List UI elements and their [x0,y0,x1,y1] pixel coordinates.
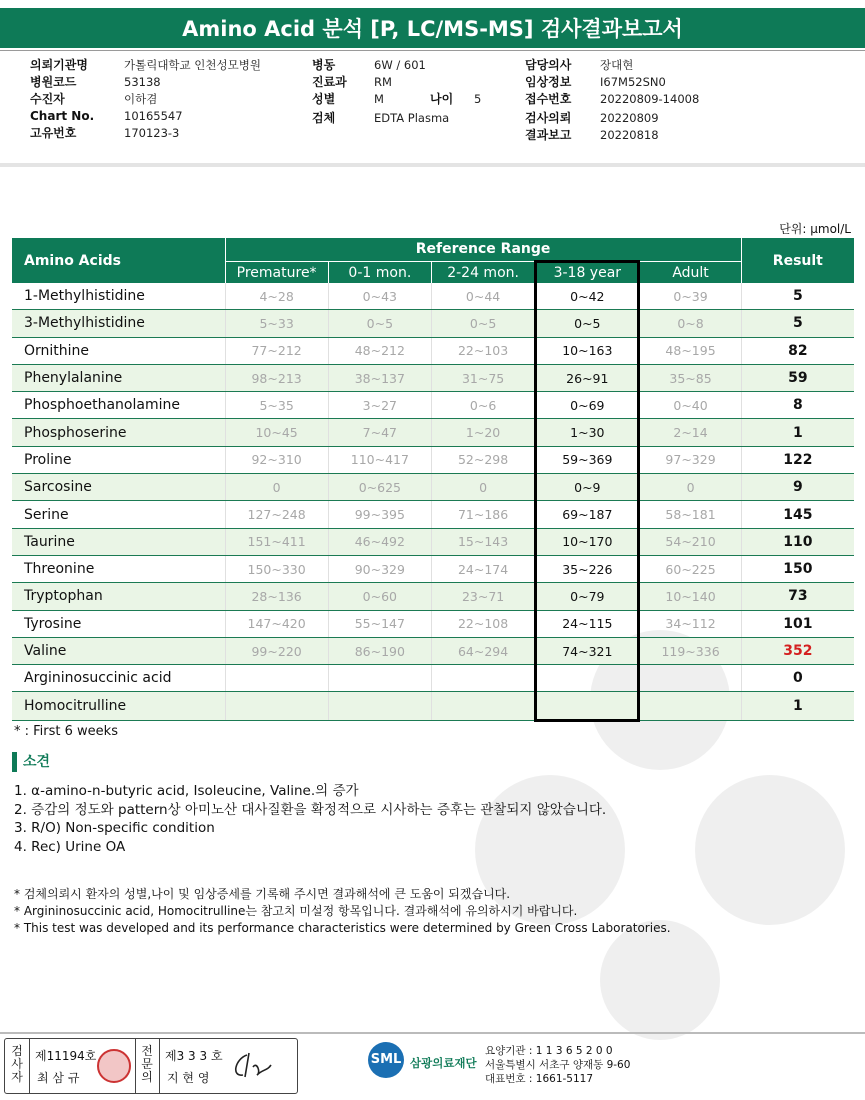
header-info-row [525,73,699,90]
reference-range-cell: 31~75 [431,364,535,391]
lab-logo-icon: SML [368,1042,404,1078]
reference-range-cell: 35~226 [536,555,639,582]
header-info-value: 5 [474,91,482,106]
header-info-row [30,124,261,141]
amino-acid-name: 1-Methylhistidine [12,283,225,310]
lab-name: 삼광의료재단 [410,1056,477,1070]
reference-range-cell: 0~44 [431,283,535,310]
table-row [12,474,854,501]
header-info-label: 결과보고 [525,128,572,142]
amino-acid-name: Homocitrulline [12,692,225,720]
table-row [12,364,854,391]
reference-range-cell: 48~195 [639,337,741,364]
header-info-label: 병동 [312,58,336,72]
reference-range-cell: 3~27 [328,392,431,419]
result-value: 59 [741,364,854,391]
note-item: * Argininosuccinic acid, Homocitrulline는 참고치 미설정 항목입니다. 결과해석에 유의하시기 바랍니다. [14,904,578,918]
reference-range-cell: 10~163 [536,337,639,364]
table-row [12,665,854,692]
premature-footnote: * : First 6 weeks [14,724,118,739]
amino-acid-name: Sarcosine [12,474,225,501]
vertical-label-char: 의 [141,1070,153,1084]
reference-range-cell: 90~329 [328,555,431,582]
reference-range-cell: 0~40 [639,392,741,419]
findings-title: 소견 [12,752,50,772]
reference-range-cell: 60~225 [639,555,741,582]
vertical-label-char: 문 [141,1057,153,1071]
table-row [12,692,854,720]
reference-range-cell: 110~417 [328,446,431,473]
reference-range-cell [225,692,328,720]
reference-range-cell: 34~112 [639,610,741,637]
table-row [12,337,854,364]
reference-range-cell [431,665,535,692]
reference-range-cell [225,665,328,692]
header-info-row [312,109,481,126]
reference-range-cell: 150~330 [225,555,328,582]
table-row [12,555,854,582]
reference-range-cell: 23~71 [431,583,535,610]
reference-range-cell: 28~136 [225,583,328,610]
table-row [12,446,854,473]
reference-range-header: Reference Range [225,238,741,262]
reference-range-cell: 1~30 [536,419,639,446]
reference-range-cell [639,665,741,692]
reference-range-cell: 98~213 [225,364,328,391]
reference-range-cell: 5~35 [225,392,328,419]
lab-contact-info [485,1044,630,1086]
reference-range-cell: 86~190 [328,637,431,664]
notes-list [14,886,671,937]
doctor-vertical-label [139,1045,155,1084]
header-info-label: 검사의뢰 [525,111,572,125]
result-value: 145 [741,501,854,528]
header-info-label: 진료과 [312,75,347,89]
result-value: 110 [741,528,854,555]
reference-range-cell: 77~212 [225,337,328,364]
result-value: 8 [741,392,854,419]
result-value: 5 [741,310,854,337]
reference-range-cell: 0~5 [536,310,639,337]
amino-acid-name: Tyrosine [12,610,225,637]
finding-item: 3. R/O) Non-specific condition [14,820,215,836]
header-info-column-3 [525,56,699,143]
lab-info-line: 서울특별시 서초구 양재동 9-60 [485,1059,631,1071]
header-info-label: 임상정보 [525,75,572,89]
header-info-row [312,73,481,90]
reference-range-cell [639,692,741,720]
inspector-seal-icon [97,1049,131,1083]
amino-acid-name: Threonine [12,555,225,582]
header-info-value: 20220809 [600,110,659,125]
amino-acid-name: Phosphoserine [12,419,225,446]
table-row [12,528,854,555]
result-header: Result [741,238,854,283]
footer-divider [0,1032,865,1034]
result-value: 9 [741,474,854,501]
reference-range-cell: 0~60 [328,583,431,610]
header-info-row [30,107,261,124]
reference-range-cell: 0~39 [639,283,741,310]
reference-range-cell: 0 [431,474,535,501]
result-value: 82 [741,337,854,364]
reference-range-cell: 71~186 [431,501,535,528]
header-info-label: 검체 [312,111,336,125]
note-item: * 검체의뢰시 환자의 성별,나이 및 임상증세를 기록해 주시면 결과해석에 큰 도움이 되겠습니다. [14,887,511,901]
table-row [12,501,854,528]
doctor-license-no: 제3 3 3 호 [165,1049,223,1063]
reference-range-cell: 48~212 [328,337,431,364]
reference-range-cell: 52~298 [431,446,535,473]
header-info-value: 53138 [124,74,161,89]
amino-acid-name: Serine [12,501,225,528]
reference-range-cell [536,692,639,720]
amino-acid-name: Tryptophan [12,583,225,610]
reference-range-cell: 55~147 [328,610,431,637]
result-value: 1 [741,419,854,446]
result-value: 73 [741,583,854,610]
header-info-row [525,56,699,73]
header-info-column-1 [30,56,261,141]
header-info-value: I67M52SN0 [600,74,666,89]
subheader-0-1-mon: 0-1 mon. [328,262,431,284]
reference-range-cell: 0~43 [328,283,431,310]
reference-range-cell: 10~170 [536,528,639,555]
header-info-label: 담당의사 [525,58,572,72]
header-info-value: 6W / 601 [374,57,426,72]
amino-acid-table [12,238,854,722]
reference-range-cell: 5~33 [225,310,328,337]
header-info-value: 20220818 [600,127,659,142]
result-value: 101 [741,610,854,637]
reference-range-cell: 97~329 [639,446,741,473]
finding-item: 2. 증감의 정도와 pattern상 아미노산 대사질환을 확정적으로 시사하는 증후는 관찰되지 않았습니다. [14,801,607,818]
unit-label: 단위: μmol/L [779,222,851,236]
header-info-value: RM [374,74,392,89]
reference-range-cell: 15~143 [431,528,535,555]
finding-item: 4. Rec) Urine OA [14,838,126,855]
reference-range-cell: 22~108 [431,610,535,637]
amino-acid-name: Proline [12,446,225,473]
reference-range-cell: 69~187 [536,501,639,528]
note-item: * This test was developed and its performance characteristics were determined by Green Cross Laboratories. [14,921,671,935]
reference-range-cell: 0~9 [536,474,639,501]
header-info-row [525,126,699,143]
amino-acid-name: Valine [12,637,225,664]
header-info-row [30,73,261,90]
vertical-label-char: 사 [11,1057,23,1071]
reference-range-cell [328,692,431,720]
amino-acid-name: Argininosuccinic acid [12,665,225,692]
result-value: 122 [741,446,854,473]
reference-range-cell: 151~411 [225,528,328,555]
header-info-row [312,56,481,73]
reference-range-cell: 10~45 [225,419,328,446]
reference-range-cell: 35~85 [639,364,741,391]
header-info-row [30,90,261,107]
table-row [12,610,854,637]
reference-range-cell: 64~294 [431,637,535,664]
subheader-3-18-year: 3-18 year [536,262,639,284]
reference-range-cell: 7~47 [328,419,431,446]
reference-range-cell: 99~220 [225,637,328,664]
inspector-license-no: 제11194호 [35,1049,97,1063]
reference-range-cell: 0~5 [328,310,431,337]
reference-range-cell: 0 [225,474,328,501]
reference-range-cell: 92~310 [225,446,328,473]
reference-range-cell: 22~103 [431,337,535,364]
reference-range-cell: 54~210 [639,528,741,555]
amino-acids-header: Amino Acids [12,238,225,283]
result-value: 150 [741,555,854,582]
findings-list [14,782,606,856]
reference-range-cell: 0~42 [536,283,639,310]
reference-range-cell: 26~91 [536,364,639,391]
amino-acid-name: Taurine [12,528,225,555]
reference-range-cell: 0~69 [536,392,639,419]
signature-icon [227,1049,275,1083]
reference-range-cell: 0~6 [431,392,535,419]
header-info-label: 수진자 [30,92,65,106]
header-info-column-2 [312,56,481,126]
header-info-label: 접수번호 [525,92,572,106]
reference-range-cell: 38~137 [328,364,431,391]
title-divider [0,50,865,51]
header-info-label: 병원코드 [30,75,77,89]
header-info-value: 170123-3 [124,125,180,140]
header-info-value: 20220809-14008 [600,91,700,106]
reference-range-cell: 0~79 [536,583,639,610]
result-value: 352 [741,637,854,664]
reference-range-cell [328,665,431,692]
reference-range-cell: 58~181 [639,501,741,528]
header-info-label: 고유번호 [30,126,77,140]
doctor-name: 지 현 영 [167,1071,210,1085]
vertical-label-char: 전 [141,1044,153,1058]
table-row [12,637,854,664]
header-info-label: Chart No. [30,108,95,123]
inspector-name: 최 삼 규 [37,1071,80,1085]
table-row [12,310,854,337]
header-info-value: 가톨릭대학교 인천성모병원 [124,57,261,72]
header-info-row [525,90,699,107]
reference-range-cell: 10~140 [639,583,741,610]
table-row [12,419,854,446]
report-title: Amino Acid 분석 [P, LC/MS-MS] 검사결과보고서 [0,8,865,48]
reference-range-cell: 119~336 [639,637,741,664]
header-info-label: 의뢰기관명 [30,58,88,72]
result-value: 0 [741,665,854,692]
header-info-label: 성별 [312,92,336,106]
table-row [12,583,854,610]
subheader-premature: Premature* [225,262,328,284]
table-row [12,283,854,310]
header-divider [0,163,865,167]
reference-range-cell: 59~369 [536,446,639,473]
header-info-label: 나이 [430,92,454,106]
reference-range-cell: 24~115 [536,610,639,637]
reference-range-cell: 127~248 [225,501,328,528]
reference-range-cell: 0 [639,474,741,501]
reference-range-cell: 74~321 [536,637,639,664]
reference-range-cell: 2~14 [639,419,741,446]
reference-range-cell: 4~28 [225,283,328,310]
finding-item: 1. α-amino-n-butyric acid, Isoleucine, Valine.의 증가 [14,783,359,799]
header-info-row [312,90,481,107]
result-value: 5 [741,283,854,310]
header-info-value: 장대현 [600,57,634,72]
header-info-value: EDTA Plasma [374,110,450,125]
header-info-value: 10165547 [124,108,183,123]
amino-acid-name: 3-Methylhistidine [12,310,225,337]
inspector-vertical-label [9,1045,25,1084]
table-row [12,392,854,419]
header-info-value: 이하겸 [124,91,158,106]
reference-range-cell: 147~420 [225,610,328,637]
reference-range-cell: 24~174 [431,555,535,582]
lab-info-line: 요양기관 : 1 1 3 6 5 2 0 0 [485,1045,613,1057]
amino-acid-name: Phenylalanine [12,364,225,391]
reference-range-cell [536,665,639,692]
reference-range-cell [431,692,535,720]
subheader-adult: Adult [639,262,741,284]
header-info-row [525,109,699,126]
header-info-row [30,56,261,73]
reference-range-cell: 46~492 [328,528,431,555]
reference-range-cell: 0~625 [328,474,431,501]
signature-box [4,1038,298,1094]
reference-range-cell: 1~20 [431,419,535,446]
vertical-label-char: 자 [11,1070,23,1084]
amino-acid-name: Phosphoethanolamine [12,392,225,419]
subheader-2-24-mon: 2-24 mon. [431,262,535,284]
amino-acid-name: Ornithine [12,337,225,364]
result-value: 1 [741,692,854,720]
lab-info-line: 대표번호 : 1661-5117 [485,1073,594,1085]
reference-range-cell: 99~395 [328,501,431,528]
reference-range-cell: 0~8 [639,310,741,337]
reference-range-cell: 0~5 [431,310,535,337]
vertical-label-char: 검 [11,1044,23,1058]
header-info-value: M [374,91,384,106]
